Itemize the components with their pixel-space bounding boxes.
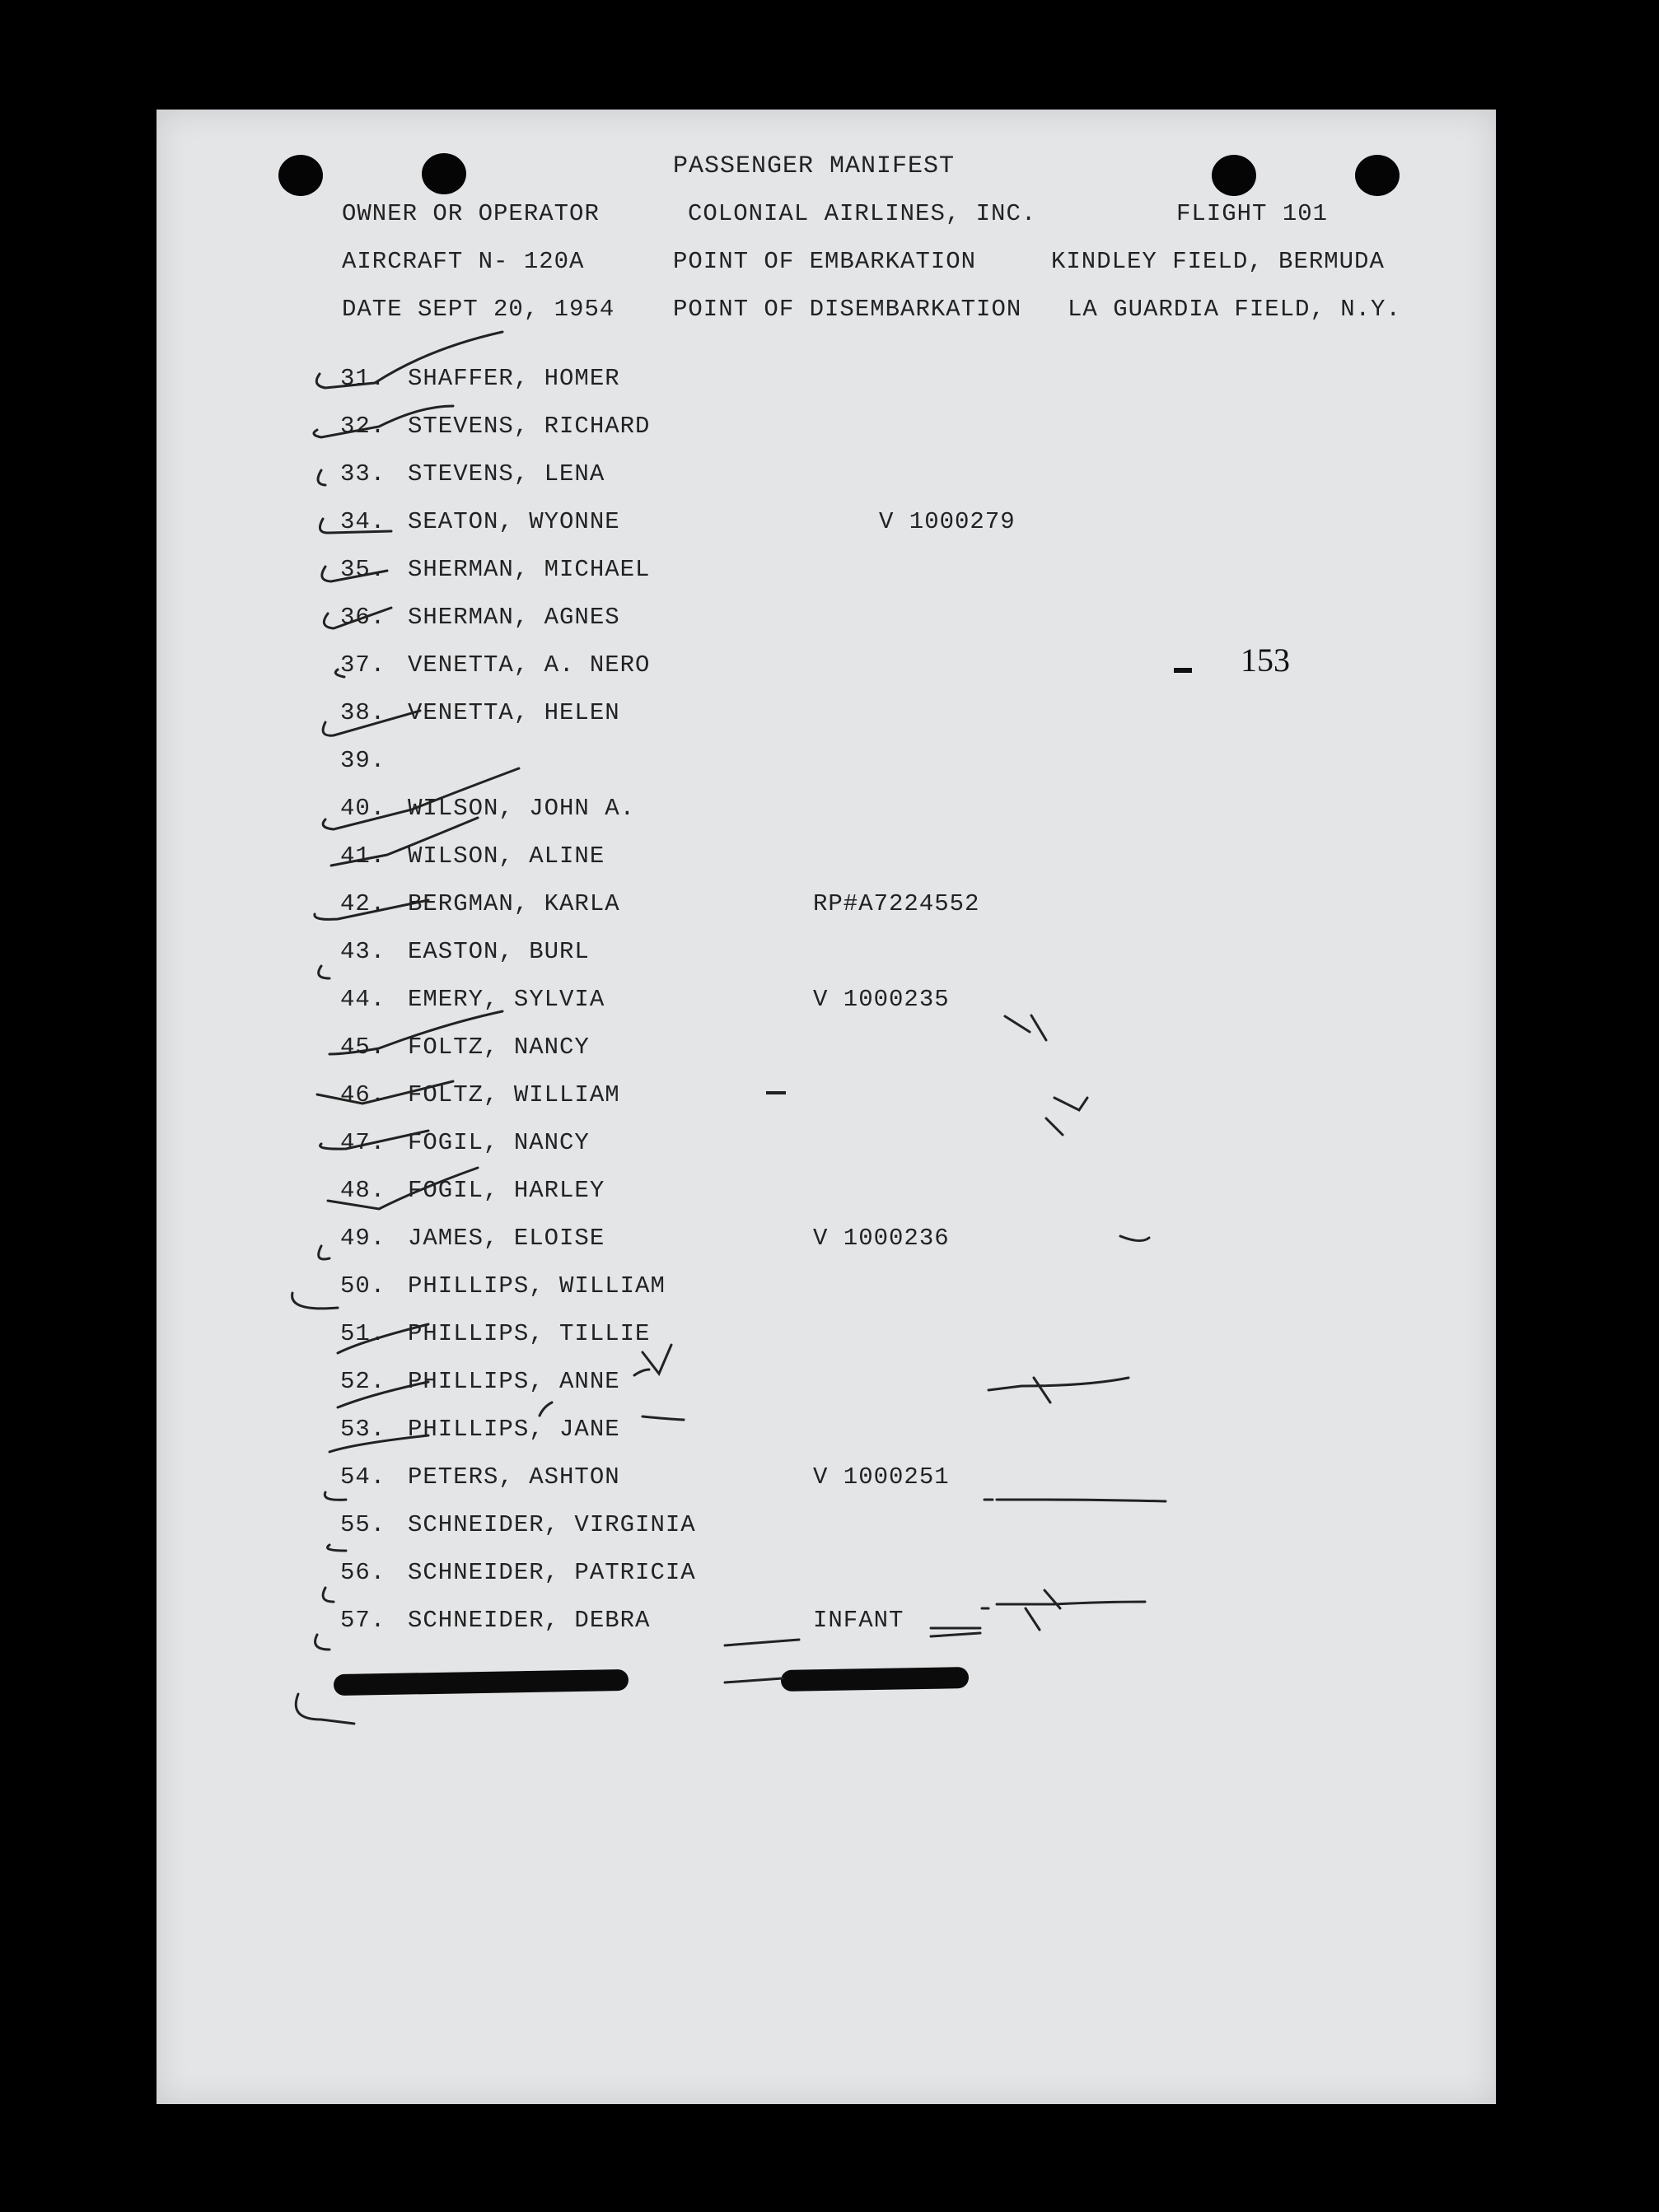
passenger-number: 36. (340, 604, 386, 631)
flight-number: FLIGHT 101 (1176, 200, 1329, 227)
passenger-name: BERGMAN, KARLA (408, 890, 620, 917)
passenger-name: SCHNEIDER, DEBRA (408, 1607, 651, 1634)
passenger-number: 50. (340, 1272, 386, 1300)
passenger-name: WILSON, JOHN A. (408, 795, 636, 822)
passenger-name: SCHNEIDER, PATRICIA (408, 1559, 696, 1586)
passenger-number: 49. (340, 1225, 386, 1252)
passenger-number: 56. (340, 1559, 386, 1586)
passenger-row (157, 1225, 1496, 1272)
passenger-number: 45. (340, 1034, 386, 1061)
passenger-row (157, 556, 1496, 604)
manifest-title: PASSENGER MANIFEST (673, 152, 956, 180)
passenger-row (157, 604, 1496, 651)
passenger-row (157, 795, 1496, 842)
passenger-name: PHILLIPS, TILLIE (408, 1320, 651, 1347)
passenger-row (157, 699, 1496, 747)
passenger-row (157, 365, 1496, 413)
passenger-row (157, 413, 1496, 460)
passenger-number: 53. (340, 1416, 386, 1443)
passenger-name: FOLTZ, NANCY (408, 1034, 590, 1061)
passenger-name: VENETTA, HELEN (408, 699, 620, 726)
redaction-bar (781, 1667, 969, 1692)
embarkation-label: POINT OF EMBARKATION (673, 248, 977, 275)
passenger-document-ref: V 1000236 (813, 1225, 950, 1252)
passenger-number: 31. (340, 365, 386, 392)
passenger-number: 55. (340, 1511, 386, 1538)
passenger-number: 34. (340, 508, 386, 535)
passenger-name: JAMES, ELOISE (408, 1225, 605, 1252)
passenger-document-ref: V 1000279 (879, 508, 1016, 535)
passenger-row (157, 1463, 1496, 1511)
passenger-row (157, 842, 1496, 890)
passenger-row (157, 1320, 1496, 1368)
owner-value: COLONIAL AIRLINES, INC. (688, 200, 1037, 227)
embarkation-value: KINDLEY FIELD, BERMUDA (1051, 248, 1385, 275)
page-number-annotation: 153 (1241, 642, 1290, 679)
passenger-name: SHAFFER, HOMER (408, 365, 620, 392)
passenger-number: 35. (340, 556, 386, 583)
passenger-row (157, 890, 1496, 938)
passenger-number: 57. (340, 1607, 386, 1634)
passenger-name: PETERS, ASHTON (408, 1463, 620, 1491)
passenger-number: 41. (340, 842, 386, 870)
punch-hole (422, 153, 466, 194)
passenger-name: SHERMAN, MICHAEL (408, 556, 651, 583)
passenger-row (157, 1034, 1496, 1081)
passenger-document-ref: INFANT (813, 1607, 904, 1634)
passenger-number: 54. (340, 1463, 386, 1491)
passenger-name: FOLTZ, WILLIAM (408, 1081, 620, 1108)
passenger-number: 51. (340, 1320, 386, 1347)
passenger-name: FOGIL, NANCY (408, 1129, 590, 1156)
passenger-number: 37. (340, 651, 386, 679)
punch-hole (1355, 155, 1400, 196)
passenger-row (157, 1559, 1496, 1607)
passenger-row (157, 1081, 1496, 1129)
passenger-number: 39. (340, 747, 386, 774)
passenger-number: 47. (340, 1129, 386, 1156)
passenger-name: STEVENS, LENA (408, 460, 605, 488)
passenger-number: 38. (340, 699, 386, 726)
passenger-number: 33. (340, 460, 386, 488)
passenger-row (157, 938, 1496, 986)
passenger-name: EASTON, BURL (408, 938, 590, 965)
passenger-row (157, 1607, 1496, 1654)
passenger-number: 32. (340, 413, 386, 440)
passenger-number: 48. (340, 1177, 386, 1204)
passenger-row (157, 986, 1496, 1034)
disembarkation-label: POINT OF DISEMBARKATION (673, 296, 1022, 323)
passenger-row (157, 460, 1496, 508)
passenger-name: VENETTA, A. NERO (408, 651, 651, 679)
punch-hole (1212, 155, 1256, 196)
passenger-name: PHILLIPS, WILLIAM (408, 1272, 666, 1300)
passenger-name: EMERY, SYLVIA (408, 986, 605, 1013)
passenger-number: 52. (340, 1368, 386, 1395)
passenger-document-ref: V 1000251 (813, 1463, 950, 1491)
passenger-name: FOGIL, HARLEY (408, 1177, 605, 1204)
passenger-row (157, 747, 1496, 795)
passenger-document-ref: RP#A7224552 (813, 890, 980, 917)
passenger-name: WILSON, ALINE (408, 842, 605, 870)
passenger-number: 44. (340, 986, 386, 1013)
manifest-date: DATE SEPT 20, 1954 (342, 296, 615, 323)
passenger-name: STEVENS, RICHARD (408, 413, 651, 440)
passenger-row (157, 1272, 1496, 1320)
punch-hole (278, 155, 323, 196)
aircraft-number: AIRCRAFT N- 120A (342, 248, 585, 275)
passenger-document-ref: V 1000235 (813, 986, 950, 1013)
manifest-page (157, 110, 1496, 2104)
passenger-row (157, 1416, 1496, 1463)
passenger-row (157, 1511, 1496, 1559)
passenger-row (157, 1368, 1496, 1416)
passenger-name: PHILLIPS, ANNE (408, 1368, 620, 1395)
passenger-number: 42. (340, 890, 386, 917)
passenger-number: 43. (340, 938, 386, 965)
passenger-name: PHILLIPS, JANE (408, 1416, 620, 1443)
passenger-name: SHERMAN, AGNES (408, 604, 620, 631)
passenger-row (157, 508, 1496, 556)
passenger-name: SCHNEIDER, VIRGINIA (408, 1511, 696, 1538)
passenger-number: 40. (340, 795, 386, 822)
passenger-row (157, 1129, 1496, 1177)
passenger-row (157, 1177, 1496, 1225)
disembarkation-value: LA GUARDIA FIELD, N.Y. (1068, 296, 1401, 323)
passenger-number: 46. (340, 1081, 386, 1108)
owner-label: OWNER OR OPERATOR (342, 200, 600, 227)
passenger-row (157, 651, 1496, 699)
redaction-bar (334, 1669, 629, 1696)
passenger-name: SEATON, WYONNE (408, 508, 620, 535)
